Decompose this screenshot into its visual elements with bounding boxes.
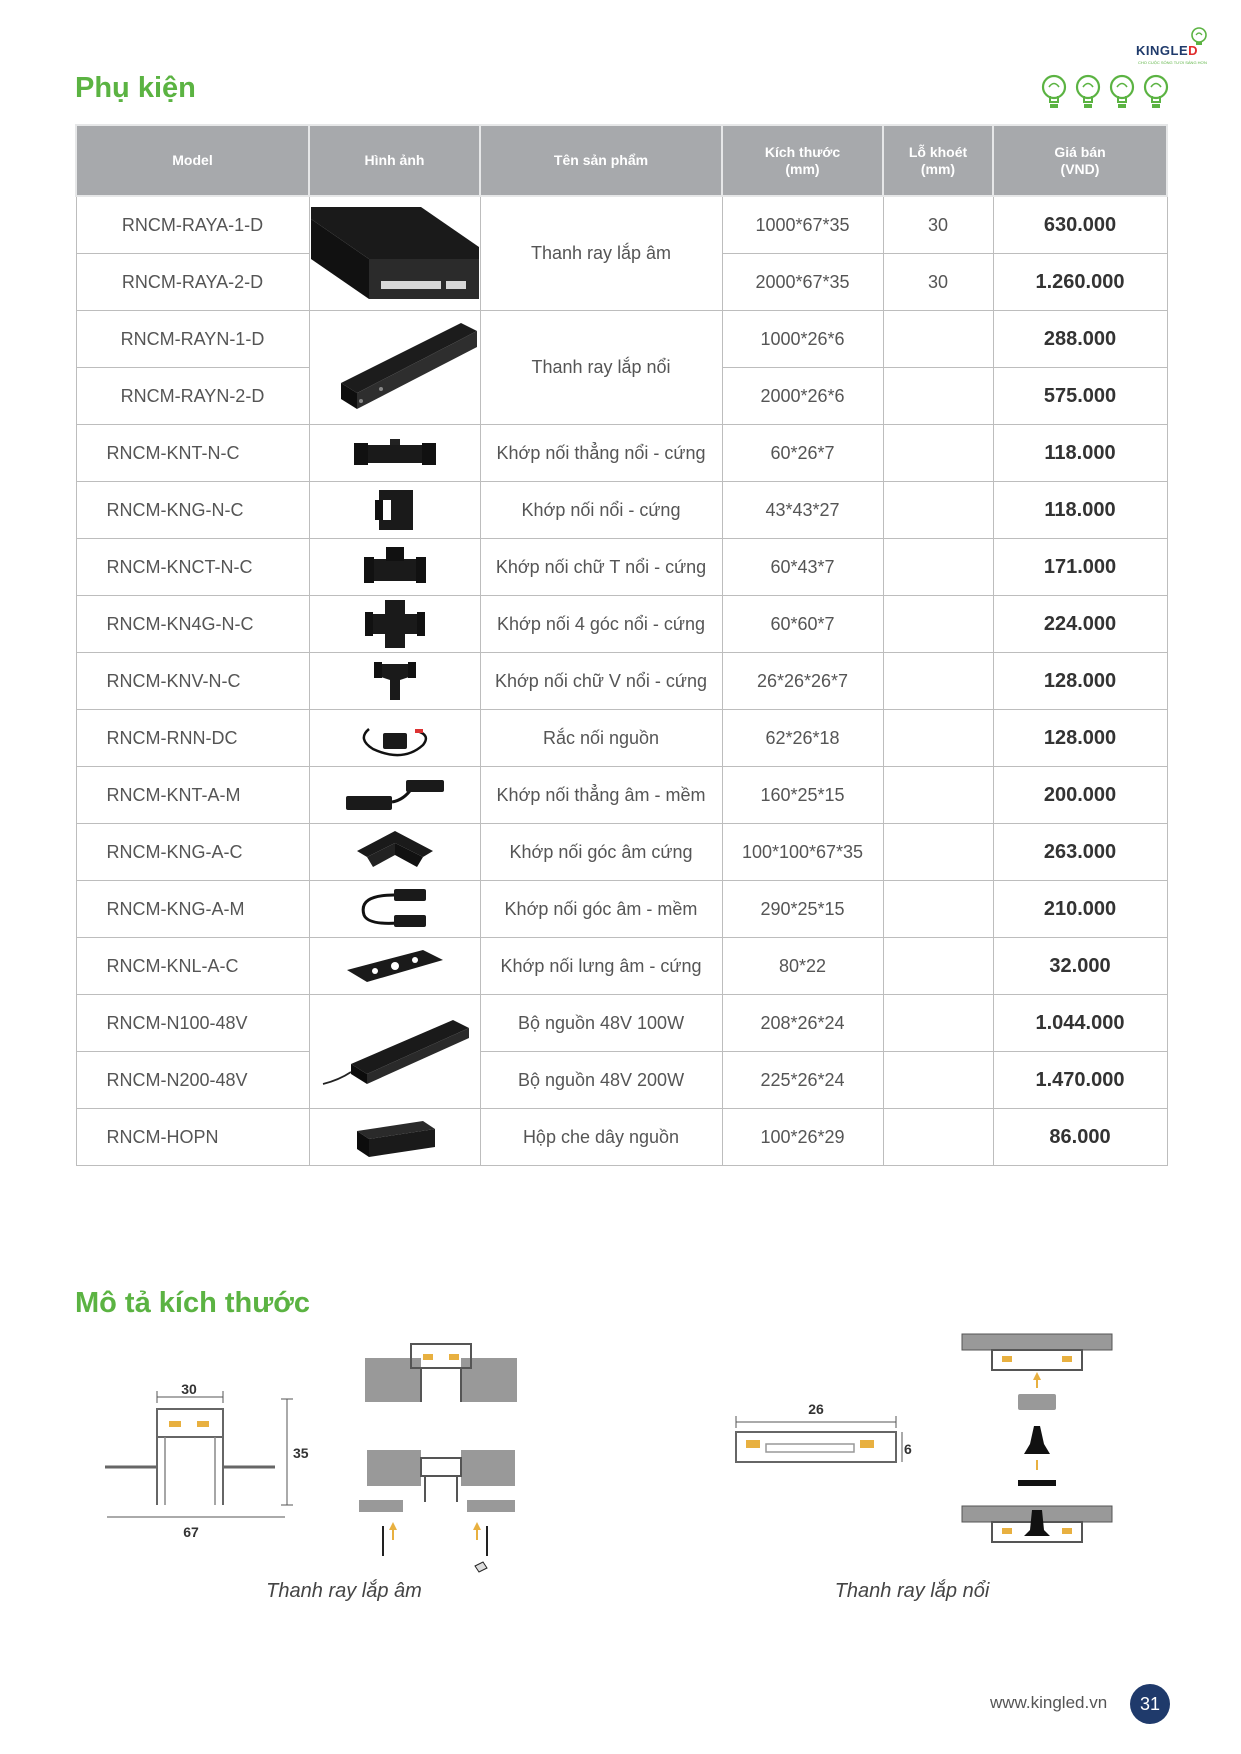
product-name-cell: Thanh ray lắp âm <box>480 196 722 311</box>
size-cell: 290*25*15 <box>722 881 883 938</box>
dim-width-label: 30 <box>181 1381 197 1397</box>
caption-recessed: Thanh ray lắp âm <box>266 1580 422 1602</box>
v-connector-image <box>370 656 420 706</box>
model-cell: RNCM-RAYN-2-D <box>76 368 309 425</box>
size-cell: 2000*26*6 <box>722 368 883 425</box>
model-cell: RNCM-HOPN <box>76 1109 309 1166</box>
flexible-connector-image <box>340 772 450 818</box>
model-cell: RNCM-RAYA-2-D <box>76 254 309 311</box>
price-cell: 32.000 <box>993 938 1167 995</box>
model-cell: RNCM-KNCT-N-C <box>76 539 309 596</box>
size-cell: 43*43*27 <box>722 482 883 539</box>
price-cell: 575.000 <box>993 368 1167 425</box>
table-row <box>76 710 1167 767</box>
cutout-cell <box>883 767 993 824</box>
cutout-cell <box>883 596 993 653</box>
price-cell: 128.000 <box>993 710 1167 767</box>
page-number: 31 <box>1130 1684 1170 1724</box>
product-image <box>309 767 480 824</box>
product-name-cell: Khớp nối thẳng âm - mềm <box>480 767 722 824</box>
product-name-cell: Hộp che dây nguồn <box>480 1109 722 1166</box>
table-row <box>76 1109 1167 1166</box>
table-row <box>76 596 1167 653</box>
table-row <box>76 881 1167 938</box>
product-image <box>309 824 480 881</box>
page-title: Phụ kiện <box>75 72 196 104</box>
surface-install-steps-drawing <box>958 1330 1118 1566</box>
recessed-track-image <box>311 199 479 309</box>
power-supply-image <box>315 1002 475 1102</box>
size-cell: 1000*26*6 <box>722 311 883 368</box>
product-name-cell: Bộ nguồn 48V 100W <box>480 995 722 1052</box>
model-cell: RNCM-RNN-DC <box>76 710 309 767</box>
rating-bulbs <box>1040 74 1170 114</box>
column-header-model: Model <box>76 125 309 196</box>
model-cell: RNCM-RAYA-1-D <box>76 196 309 254</box>
size-cell: 100*100*67*35 <box>722 824 883 881</box>
price-cell: 200.000 <box>993 767 1167 824</box>
corner-connector-image <box>365 486 425 534</box>
column-header-price: Giá bán (VND) <box>993 125 1167 196</box>
table-row <box>76 196 1167 254</box>
flexible-corner-connector-image <box>350 885 440 933</box>
cutout-cell <box>883 482 993 539</box>
brand-name: KINGLED <box>1136 43 1199 58</box>
size-cell: 160*25*15 <box>722 767 883 824</box>
price-cell: 86.000 <box>993 1109 1167 1166</box>
price-cell: 263.000 <box>993 824 1167 881</box>
product-image <box>309 1109 480 1166</box>
cutout-cell <box>883 425 993 482</box>
product-image <box>309 196 480 311</box>
size-cell: 2000*67*35 <box>722 254 883 311</box>
table-row <box>76 311 1167 368</box>
size-cell: 225*26*24 <box>722 1052 883 1109</box>
dim-width-label: 26 <box>808 1401 824 1417</box>
lightbulb-icon <box>1040 74 1068 114</box>
dim-base-label: 67 <box>183 1524 199 1540</box>
cutout-cell <box>883 653 993 710</box>
cutout-cell <box>883 1052 993 1109</box>
cutout-cell <box>883 710 993 767</box>
cutout-cell <box>883 881 993 938</box>
price-cell: 128.000 <box>993 653 1167 710</box>
recessed-corner-connector-image <box>353 829 437 875</box>
table-row <box>76 1052 1167 1109</box>
lightbulb-icon <box>1074 74 1102 114</box>
product-name-cell: Khớp nối nổi - cứng <box>480 482 722 539</box>
price-cell: 118.000 <box>993 425 1167 482</box>
product-image <box>309 539 480 596</box>
model-cell: RNCM-KNG-N-C <box>76 482 309 539</box>
model-cell: RNCM-KNG-A-M <box>76 881 309 938</box>
product-name-cell: Khớp nối chữ T nổi - cứng <box>480 539 722 596</box>
table-row <box>76 482 1167 539</box>
size-cell: 62*26*18 <box>722 710 883 767</box>
cutout-cell: 30 <box>883 254 993 311</box>
dim-height-label: 6 <box>904 1441 912 1457</box>
model-cell: RNCM-KN4G-N-C <box>76 596 309 653</box>
section-title: Mô tả kích thước <box>75 1287 310 1319</box>
column-header-name: Tên sản phẩm <box>480 125 722 196</box>
column-header-cutout: Lỗ khoét (mm) <box>883 125 993 196</box>
product-image <box>309 311 480 425</box>
product-image <box>309 425 480 482</box>
size-cell: 60*60*7 <box>722 596 883 653</box>
price-cell: 171.000 <box>993 539 1167 596</box>
surface-track-image <box>311 313 479 423</box>
size-cell: 60*26*7 <box>722 425 883 482</box>
product-image <box>309 653 480 710</box>
lightbulb-icon <box>1108 74 1136 114</box>
size-cell: 60*43*7 <box>722 539 883 596</box>
model-cell: RNCM-KNT-A-M <box>76 767 309 824</box>
dim-height-label: 35 <box>293 1445 309 1461</box>
model-cell: RNCM-KNG-A-C <box>76 824 309 881</box>
t-connector-image <box>360 543 430 591</box>
table-row <box>76 938 1167 995</box>
size-cell: 26*26*26*7 <box>722 653 883 710</box>
model-cell: RNCM-N100-48V <box>76 995 309 1052</box>
recessed-install-steps-drawing <box>355 1340 525 1580</box>
caption-surface: Thanh ray lắp nổi <box>834 1580 990 1602</box>
price-cell: 1.470.000 <box>993 1052 1167 1109</box>
size-cell: 208*26*24 <box>722 995 883 1052</box>
price-cell: 288.000 <box>993 311 1167 368</box>
table-row <box>76 995 1167 1052</box>
straight-connector-image <box>350 433 440 473</box>
cutout-cell <box>883 824 993 881</box>
cutout-cell: 30 <box>883 196 993 254</box>
product-name-cell: Rắc nối nguồn <box>480 710 722 767</box>
product-name-cell: Khớp nối góc âm - mềm <box>480 881 722 938</box>
cutout-cell <box>883 539 993 596</box>
table-row <box>76 539 1167 596</box>
model-cell: RNCM-KNV-N-C <box>76 653 309 710</box>
product-image <box>309 938 480 995</box>
product-image <box>309 482 480 539</box>
cutout-cell <box>883 1109 993 1166</box>
product-name-cell: Khớp nối 4 góc nổi - cứng <box>480 596 722 653</box>
cutout-cell <box>883 995 993 1052</box>
table-header-row <box>76 125 1167 196</box>
product-name-cell: Khớp nối chữ V nổi - cứng <box>480 653 722 710</box>
product-name-cell: Khớp nối thẳng nổi - cứng <box>480 425 722 482</box>
price-cell: 118.000 <box>993 482 1167 539</box>
brand-slogan: CHO CUỘC SỐNG TƯƠI SÁNG HƠN <box>1138 60 1207 65</box>
model-cell: RNCM-N200-48V <box>76 1052 309 1109</box>
price-cell: 1.260.000 <box>993 254 1167 311</box>
table-row <box>76 425 1167 482</box>
cutout-cell <box>883 311 993 368</box>
size-cell: 100*26*29 <box>722 1109 883 1166</box>
accessory-price-table <box>75 124 1168 1166</box>
product-name-cell: Khớp nối lưng âm - cứng <box>480 938 722 995</box>
size-cell: 80*22 <box>722 938 883 995</box>
lightbulb-icon <box>1142 74 1170 114</box>
size-cell: 1000*67*35 <box>722 196 883 254</box>
product-image <box>309 995 480 1109</box>
price-cell: 224.000 <box>993 596 1167 653</box>
cutout-cell <box>883 938 993 995</box>
price-cell: 210.000 <box>993 881 1167 938</box>
cutout-cell <box>883 368 993 425</box>
product-image <box>309 881 480 938</box>
model-cell: RNCM-KNT-N-C <box>76 425 309 482</box>
cable-cover-box-image <box>347 1113 443 1161</box>
model-cell: RNCM-RAYN-1-D <box>76 311 309 368</box>
footer-url[interactable]: www.kingled.vn <box>990 1693 1108 1712</box>
column-header-image: Hình ảnh <box>309 125 480 196</box>
brand-logo <box>1136 26 1236 68</box>
product-name-cell: Bộ nguồn 48V 200W <box>480 1052 722 1109</box>
model-cell: RNCM-KNL-A-C <box>76 938 309 995</box>
column-header-size: Kích thước (mm) <box>722 125 883 196</box>
back-plate-connector-image <box>343 946 447 986</box>
recessed-track-profile-drawing <box>105 1381 309 1550</box>
table-row <box>76 653 1167 710</box>
price-cell: 1.044.000 <box>993 995 1167 1052</box>
price-cell: 630.000 <box>993 196 1167 254</box>
product-name-cell: Thanh ray lắp nổi <box>480 311 722 425</box>
power-plug-image <box>355 715 435 761</box>
table-row <box>76 767 1167 824</box>
cross-connector-image <box>363 598 427 650</box>
product-image <box>309 596 480 653</box>
product-image <box>309 710 480 767</box>
product-name-cell: Khớp nối góc âm cứng <box>480 824 722 881</box>
table-row <box>76 824 1167 881</box>
surface-track-profile-drawing <box>730 1400 910 1470</box>
